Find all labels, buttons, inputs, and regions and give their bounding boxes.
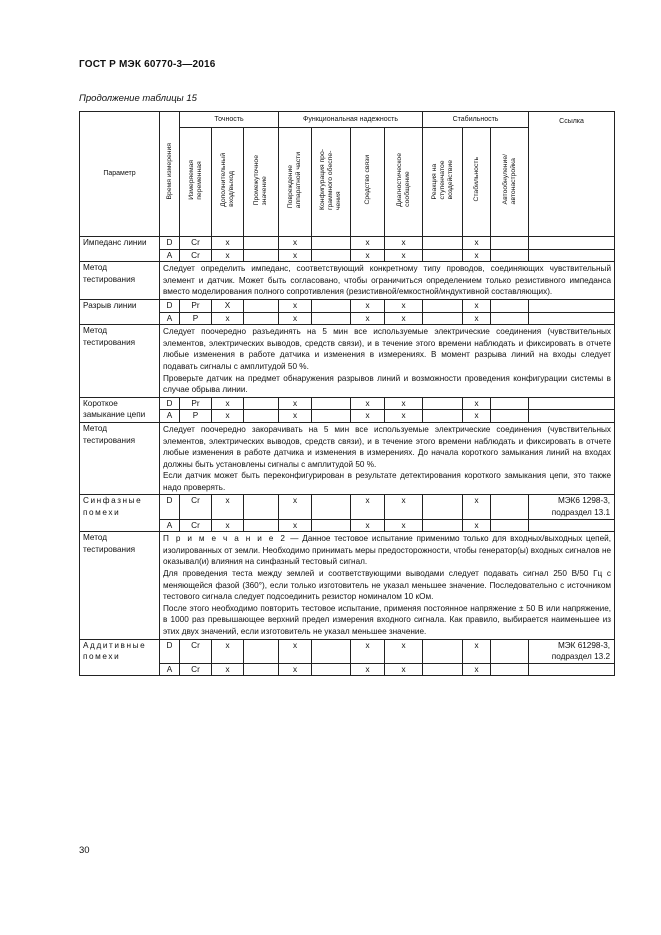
mark-cell — [312, 397, 351, 410]
mark-cell: x — [351, 519, 385, 532]
mark-cell — [312, 519, 351, 532]
table-row — [80, 397, 615, 410]
mark-cell: x — [279, 249, 312, 262]
table-row — [80, 663, 615, 676]
ref-cell: МЭК 61298-3, подраздел 13.2 — [529, 639, 615, 663]
mark-cell: x — [279, 495, 312, 519]
mark-cell — [423, 663, 463, 676]
mark-cell — [423, 519, 463, 532]
mark-cell: Cr — [180, 663, 212, 676]
mark-cell — [244, 519, 279, 532]
mark-cell — [244, 663, 279, 676]
mark-cell: x — [463, 519, 491, 532]
table-caption: Продолжение таблицы 15 — [79, 93, 197, 104]
param-name: Метод тестирования — [80, 325, 160, 398]
table-row — [80, 262, 615, 300]
mark-cell: x — [351, 249, 385, 262]
page-number: 30 — [79, 845, 90, 856]
mark-cell — [423, 237, 463, 250]
mark-cell: X — [212, 299, 244, 312]
method-paragraph: Проверьте датчик на предмет обнаружения разрывов линий и возможности проведения конфигурации системы в случае обрыва линии. — [163, 373, 612, 395]
mark-cell — [491, 495, 529, 519]
standard-title: ГОСТ Р МЭК 60770-3—2016 — [79, 59, 216, 70]
mark-cell: x — [463, 639, 491, 663]
mark-cell: x — [279, 237, 312, 250]
table-row — [80, 639, 615, 663]
mark-cell: x — [212, 397, 244, 410]
mark-cell: x — [385, 519, 423, 532]
mark-cell: x — [385, 397, 423, 410]
mark-cell — [491, 519, 529, 532]
col-time: Время измерения — [160, 112, 180, 237]
time-cell: D — [160, 237, 180, 250]
method-note — [163, 533, 611, 568]
param-name: Импеданс линии — [80, 237, 160, 262]
method-text: Следует определить импеданс, соответствующий конкретному типу проводов, соединяющих чувствительный элемент и датчик. Может быть согласовано, чтобы ограничиться определением только резистивного импеданса вместо моделирования полного сопротивления (резистивной/емкостной/индуктивной составляющих). — [160, 262, 615, 300]
mark-cell: x — [212, 495, 244, 519]
mark-cell — [491, 249, 529, 262]
time-cell: A — [160, 519, 180, 532]
mark-cell — [244, 237, 279, 250]
mark-cell: x — [351, 237, 385, 250]
ref-cell — [529, 397, 615, 410]
col-ref: Ссылка — [529, 112, 615, 237]
time-cell: D — [160, 299, 180, 312]
col-measured: Измеряемая переменная — [180, 128, 212, 237]
table-row — [80, 495, 615, 519]
col-config: Конфигурация про- граммного обеспе- чения — [312, 128, 351, 237]
col-stability: Стабильность — [463, 128, 491, 237]
ref-cell — [529, 299, 615, 312]
param-name: Разрыв линии — [80, 299, 160, 324]
mark-cell: x — [463, 299, 491, 312]
mark-cell — [244, 299, 279, 312]
time-cell: A — [160, 410, 180, 423]
mark-cell: x — [463, 397, 491, 410]
mark-cell: x — [351, 397, 385, 410]
mark-cell: P — [180, 312, 212, 325]
note-label: П р и м е ч а н и е 2 — [163, 534, 287, 544]
param-name: Синфазные помехи — [80, 495, 160, 532]
method-paragraph: Если датчик может быть переконфигурирован в результате детектирования короткого замыкания цепи, это также надо проверять. — [163, 471, 612, 492]
mark-cell: P — [180, 410, 212, 423]
time-cell: D — [160, 397, 180, 410]
mark-cell: x — [463, 495, 491, 519]
col-comm: Средство связи — [351, 128, 385, 237]
mark-cell: x — [212, 639, 244, 663]
test-table — [79, 111, 615, 676]
mark-cell: x — [351, 495, 385, 519]
table-row — [80, 325, 615, 398]
mark-cell — [244, 410, 279, 423]
mark-cell — [491, 410, 529, 423]
mark-cell — [423, 312, 463, 325]
mark-cell: x — [463, 237, 491, 250]
mark-cell: x — [212, 410, 244, 423]
mark-cell: x — [385, 663, 423, 676]
mark-cell: x — [351, 312, 385, 325]
mark-cell — [423, 249, 463, 262]
time-cell: D — [160, 495, 180, 519]
mark-cell — [244, 639, 279, 663]
ref-cell — [529, 249, 615, 262]
ref-cell — [529, 519, 615, 532]
mark-cell — [312, 410, 351, 423]
mark-cell — [244, 495, 279, 519]
mark-cell — [244, 249, 279, 262]
param-name: Метод тестирования — [80, 532, 160, 639]
col-additional: Дополнительный вход/выход — [212, 128, 244, 237]
mark-cell — [244, 397, 279, 410]
mark-cell: x — [212, 249, 244, 262]
method-text — [160, 532, 615, 639]
mark-cell: x — [385, 299, 423, 312]
table-row — [80, 299, 615, 312]
mark-cell: x — [463, 312, 491, 325]
param-name: Метод тестирования — [80, 262, 160, 300]
mark-cell: x — [212, 312, 244, 325]
param-name: Аддитивные помехи — [80, 639, 160, 676]
method-paragraph: Следует поочередно закорачивать на 5 мин все используемые электрические соединения (чувствительных элементов, электрических выводов, средств связи), и в течение этого времени наблюдать и фиксировать в отчете любые изменения в работе датчика и изменения в измерениях. До начала короткого замыкания линий на входах должны быть установлены сигналы с амплитудой 50 %. — [163, 424, 612, 469]
mark-cell — [491, 299, 529, 312]
table-row — [80, 410, 615, 423]
col-param: Параметр — [80, 112, 160, 237]
method-text — [160, 422, 615, 495]
param-name: Короткое замыкание цепи — [80, 397, 160, 422]
table-row — [80, 312, 615, 325]
mark-cell: x — [385, 249, 423, 262]
method-paragraph: Для проведения теста между землей и соответствующими выводами следует подавать сигнал 250 В/50 Гц с меняющейся фазой (360°), если только изготовитель не указал меньшее значение. Последовательно с источником тестового сигнала следует подсоединить резистор номиналом 10 кОм. — [163, 569, 612, 602]
col-hw-damage: Повреждение аппаратной части — [279, 128, 312, 237]
mark-cell: Pr — [180, 397, 212, 410]
mark-cell: x — [212, 519, 244, 532]
mark-cell: x — [351, 410, 385, 423]
mark-cell — [244, 312, 279, 325]
mark-cell: x — [351, 639, 385, 663]
mark-cell — [491, 397, 529, 410]
mark-cell — [312, 237, 351, 250]
mark-cell: x — [385, 639, 423, 663]
mark-cell: x — [351, 663, 385, 676]
mark-cell: x — [385, 237, 423, 250]
table-row — [80, 519, 615, 532]
table-row — [80, 249, 615, 262]
group-accuracy: Точность — [180, 112, 279, 128]
method-paragraph: После этого необходимо повторить тестовое испытание, применяя постоянное напряжение ± 50 В или напряжение, в 1000 раз превышающее верхний предел измерения входного сигнала. Как правило, выбирается наименьшее из этих двух значений, если изготовитель не указал меньшее значение. — [163, 603, 612, 636]
mark-cell: Cr — [180, 639, 212, 663]
col-diag: Диагностическое сообщение — [385, 128, 423, 237]
mark-cell: x — [279, 397, 312, 410]
col-autozero: Автообнуление/ автонастройка — [491, 128, 529, 237]
ref-cell: МЭК6 1298-3, подраздел 13.1 — [529, 495, 615, 519]
mark-cell: x — [279, 663, 312, 676]
mark-cell — [491, 312, 529, 325]
mark-cell: x — [212, 663, 244, 676]
table-row — [80, 237, 615, 250]
mark-cell: Pr — [180, 299, 212, 312]
method-text — [160, 325, 615, 398]
mark-cell: x — [385, 312, 423, 325]
mark-cell: x — [351, 299, 385, 312]
mark-cell — [312, 299, 351, 312]
mark-cell: x — [385, 495, 423, 519]
mark-cell — [423, 495, 463, 519]
mark-cell — [312, 639, 351, 663]
mark-cell: x — [385, 410, 423, 423]
mark-cell: x — [279, 299, 312, 312]
time-cell: D — [160, 639, 180, 663]
group-reliability: Функциональная надежность — [279, 112, 423, 128]
group-stability: Стабильность — [423, 112, 529, 128]
ref-cell — [529, 312, 615, 325]
method-paragraph: Следует поочередно разъединять на 5 мин все используемые электрические соединения (чувствительных элементов, электрических выводов, средств связи), и в течение этого времени наблюдать и фиксировать в отчете любые изменения в работе датчика и изменения в измерениях. В момент разрыва линий на входы следует подавать сигналы с амплитудой 50 %. — [163, 327, 612, 371]
mark-cell: x — [463, 663, 491, 676]
ref-cell — [529, 410, 615, 423]
mark-cell — [312, 312, 351, 325]
mark-cell — [423, 299, 463, 312]
mark-cell — [423, 410, 463, 423]
mark-cell — [491, 663, 529, 676]
time-cell: A — [160, 249, 180, 262]
header-row-groups — [80, 112, 615, 128]
mark-cell: Cr — [180, 495, 212, 519]
mark-cell — [491, 639, 529, 663]
table-row — [80, 532, 615, 639]
time-cell: A — [160, 663, 180, 676]
mark-cell: x — [463, 410, 491, 423]
mark-cell: Cr — [180, 519, 212, 532]
col-intermediate: Промежуточное значение — [244, 128, 279, 237]
mark-cell: x — [279, 639, 312, 663]
mark-cell: x — [463, 249, 491, 262]
mark-cell — [423, 639, 463, 663]
time-cell: A — [160, 312, 180, 325]
mark-cell: x — [279, 410, 312, 423]
col-step-react: Реакция на ступенчатое воздействие — [423, 128, 463, 237]
table-row — [80, 422, 615, 495]
mark-cell: x — [212, 237, 244, 250]
ref-cell — [529, 663, 615, 676]
note-text: — Данное тестовое испытание применимо только для входных/выходных цепей, изолированных от земли. Необходимо принимать меры предосторожности, чтобы генератор(ы) входных сигналов не оказывал(и) влияния на синфазный тестовый сигнал. — [163, 534, 612, 567]
mark-cell: x — [279, 519, 312, 532]
mark-cell — [423, 397, 463, 410]
mark-cell — [491, 237, 529, 250]
mark-cell: x — [279, 312, 312, 325]
mark-cell — [312, 495, 351, 519]
mark-cell — [312, 249, 351, 262]
mark-cell: Cr — [180, 249, 212, 262]
mark-cell: Cr — [180, 237, 212, 250]
param-name: Метод тестирования — [80, 422, 160, 495]
ref-cell — [529, 237, 615, 250]
mark-cell — [312, 663, 351, 676]
